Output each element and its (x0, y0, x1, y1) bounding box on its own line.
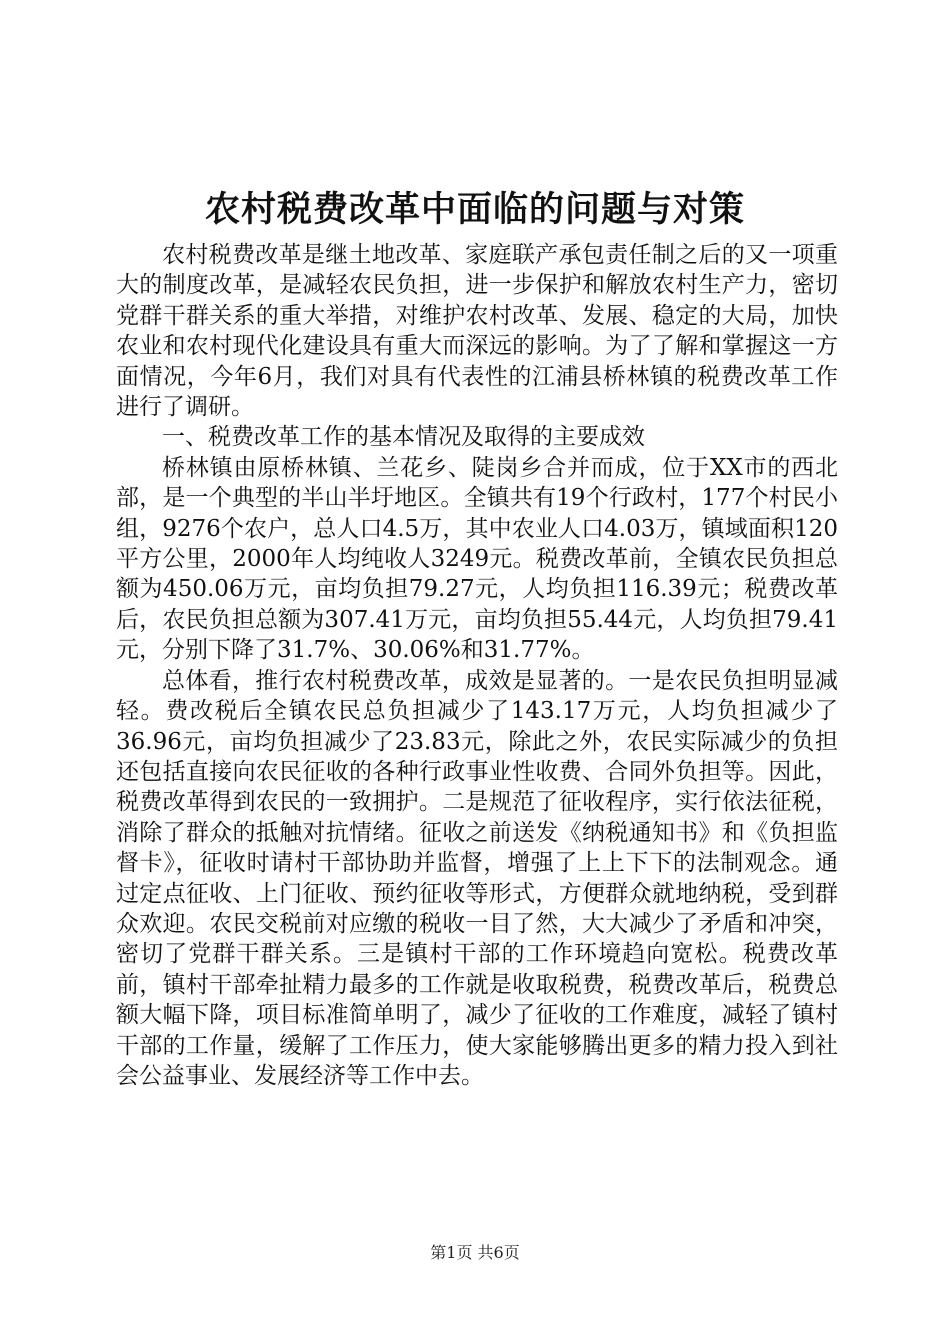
paragraph-achievements: 总体看，推行农村税费改革，成效是显著的。一是农民负担明显减轻。费改税后全镇农民总负担减少了143.17万元，人均负担减少了36.96元，亩均负担减少了23.83元，除此之外，农民实际减少的负担还包括直接向农民征收的各种行政事业性收费、合同外负担等。因此，税费改革得到农民的一致拥护。二是规范了征收程序，实行依法征税，消除了群众的抵触对抗情绪。征收之前送发《纳税通知书》和《负担监督卡》，征收时请村干部协助并监督，增强了上上下下的法制观念。通过定点征收、上门征收、预约征收等形式，方便群众就地纳税，受到群众欢迎。农民交税前对应缴的税收一目了然，大大减少了矛盾和冲突，密切了党群干群关系。三是镇村干部的工作环境趋向宽松。税费改革前，镇村干部牵扯精力最多的工作就是收取税费，税费改革后，税费总额大幅下降，项目标准简单明了，减少了征收的工作难度，减轻了镇村干部的工作量，缓解了工作压力，使大家能够腾出更多的精力投入到社会公益事业、发展经济等工作中去。 (116, 667, 838, 1089)
document-title: 农村税费改革中面临的问题与对策 (204, 189, 745, 230)
page-number-footer: 第1页 共6页 (430, 1243, 520, 1262)
paragraph-intro: 农村税费改革是继土地改革、家庭联产承包责任制之后的又一项重大的制度改革，是减轻农民负担，进一步保护和解放农村生产力，密切党群干群关系的重大举措，对维护农村改革、发展、稳定的大局，加快农业和农村现代化建设具有重大而深远的影响。为了了解和掌握这一方面情况，今年6月，我们对具有代表性的江浦县桥林镇的税费改革工作进行了调研。 (116, 242, 838, 421)
document-body (116, 240, 838, 1091)
paragraph-basic-situation: 桥林镇由原桥林镇、兰花乡、陡岗乡合并而成，位于XX市的西北部，是一个典型的半山半圩地区。全镇共有19个行政村，177个村民小组，9276个农户，总人口4.5万，其中农业人口4.03万，镇域面积120平方公里，2000年人均纯收人3249元。税费改革前，全镇农民负担总额为450.06万元，亩均负担79.27元，人均负担116.39元；税费改革后，农民负担总额为307.41万元，亩均负担55.44元，人均负担79.41元，分别下降了31.7%、30.06%和31.77%。 (116, 454, 838, 664)
section-heading: 一、税费改革工作的基本情况及取得的主要成效 (162, 424, 645, 451)
